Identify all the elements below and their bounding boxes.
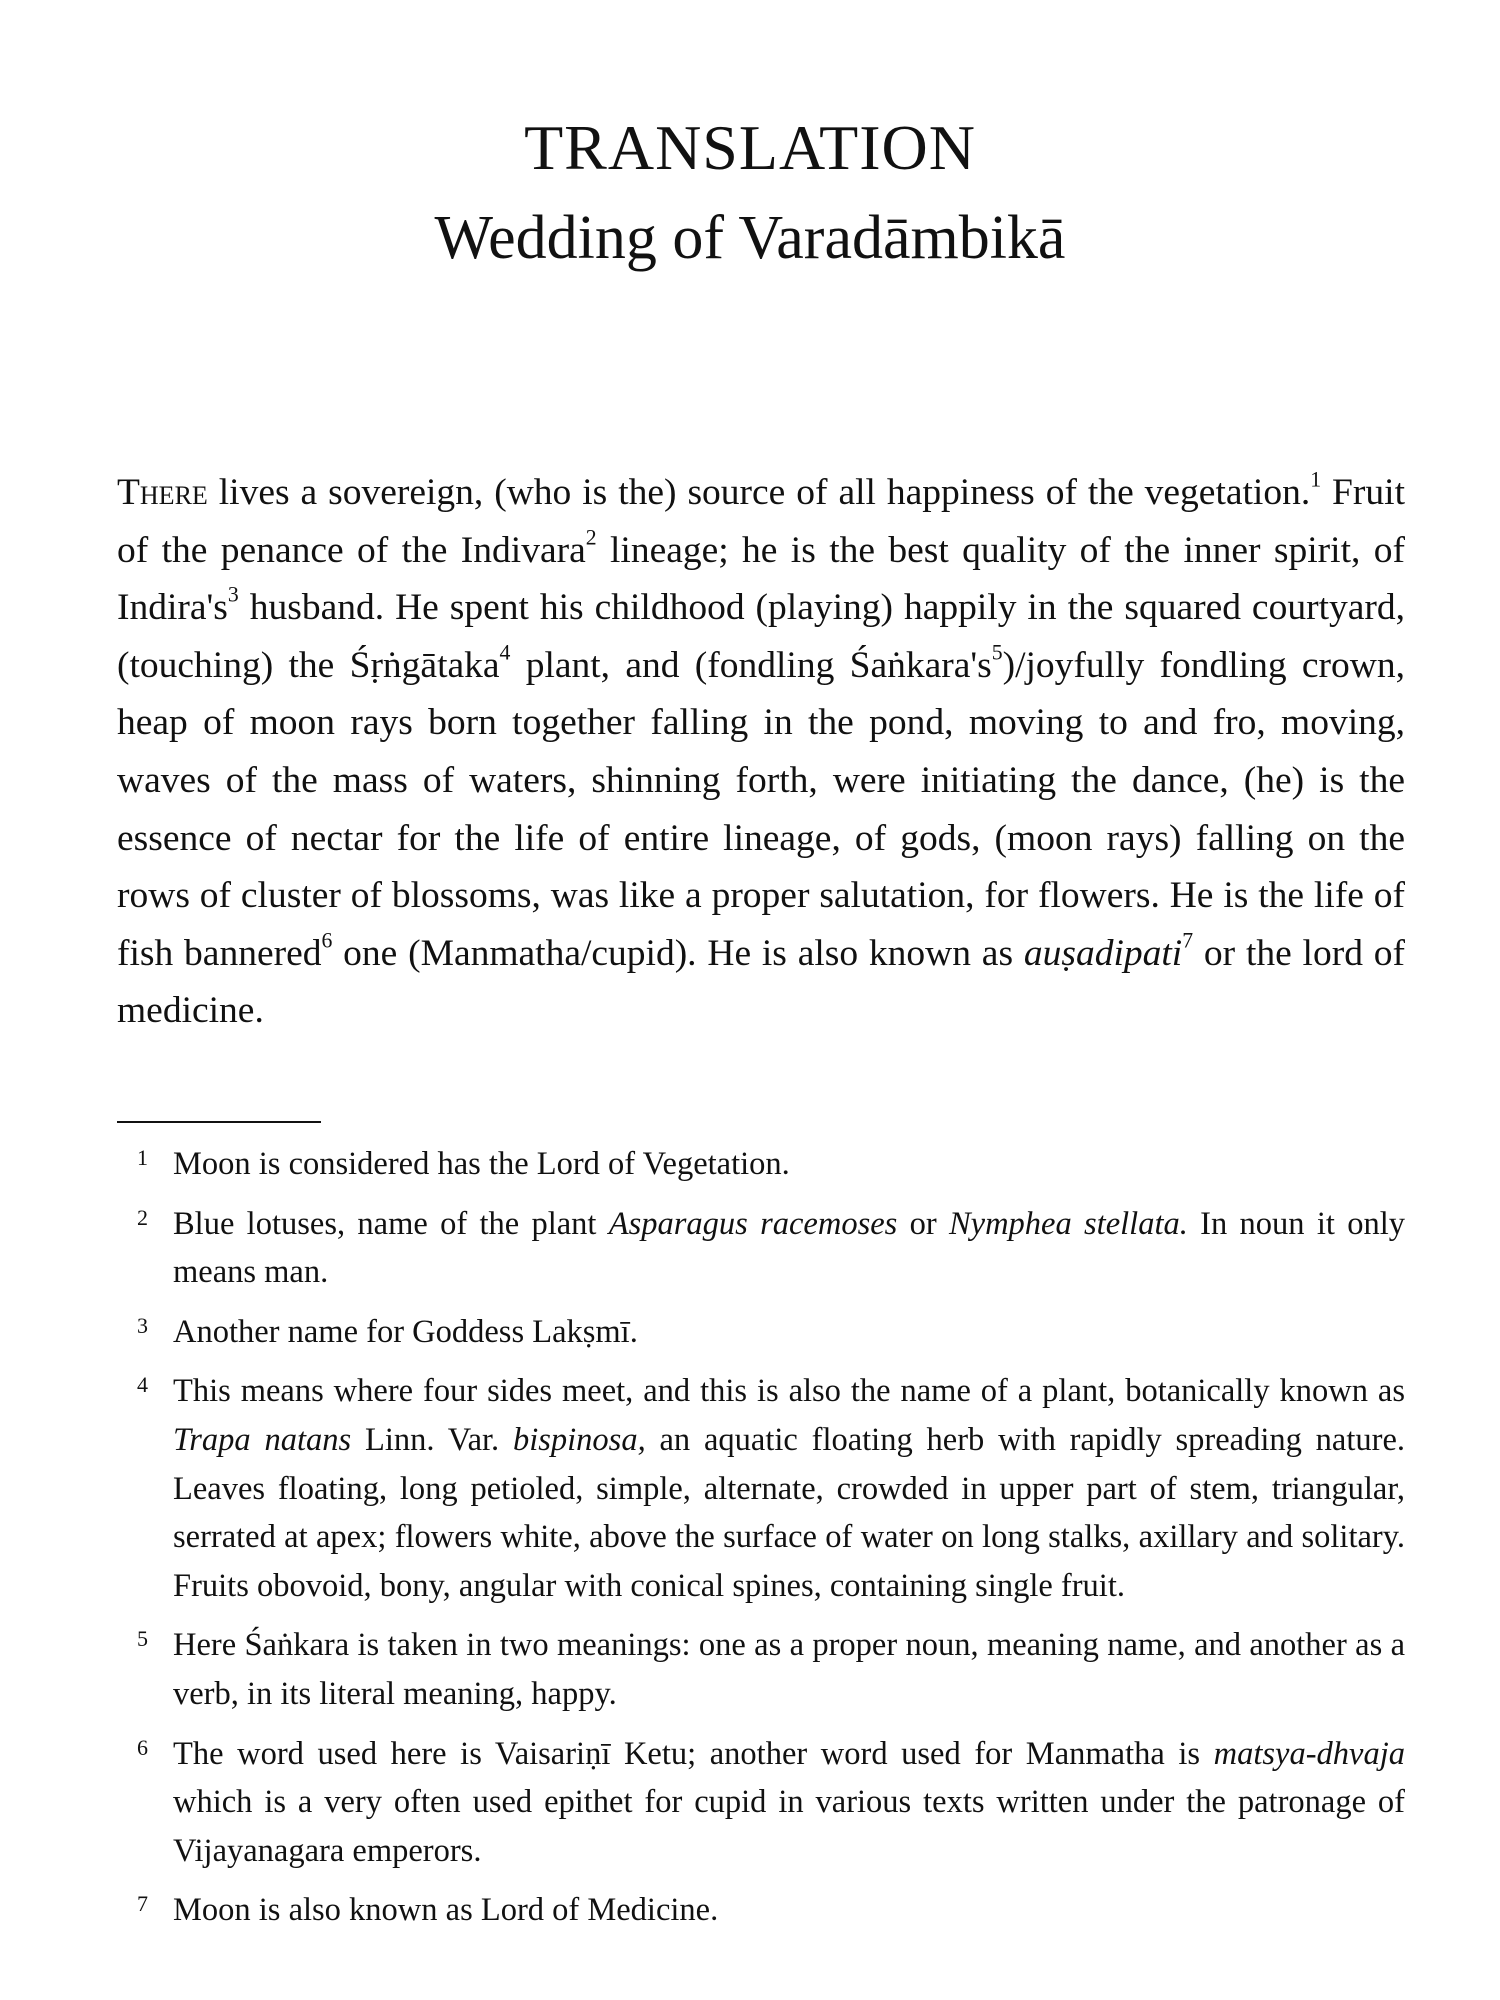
text-segment: one (Manmatha/cupid). He is also known as — [332, 932, 1024, 974]
chapter-header — [0, 108, 1500, 278]
footnote-number: 7 — [137, 1891, 148, 1917]
footnote-ref-2[interactable]: 2 — [585, 525, 597, 550]
italic-term: Trapa natans — [173, 1421, 352, 1458]
footnote-text: an aquatic floating herb with rapidly spreading nature. Leaves floating, long petioled, simple, alternate, crowded in upper part of stem, triangular, serrated at apex; flowers white, above the surface of water on long stalks, axillary and solitary. Fruits obovoid, bony, angular with conical spines, containing single fruit. — [173, 1421, 1406, 1604]
footnote-divider — [117, 1121, 321, 1123]
footnote-3 — [117, 1308, 1405, 1357]
footnotes-section — [117, 1140, 1405, 1946]
footnote-text: The word used here is Vaisariṇī Ketu; another word used for Manmatha is — [173, 1735, 1214, 1772]
italic-term: Asparagus racemoses — [608, 1205, 898, 1242]
footnote-text: which is a very often used epithet for cupid in various texts written under the patronage of Vijayanagara emperors. — [173, 1784, 1405, 1869]
footnote-4 — [117, 1367, 1405, 1610]
footnote-number: 2 — [137, 1204, 148, 1230]
text-segment: or the lord of medicine. — [117, 932, 1406, 1032]
footnote-number: 6 — [137, 1734, 148, 1760]
footnote-number: 4 — [137, 1372, 148, 1398]
footnote-ref-1[interactable]: 1 — [1310, 467, 1322, 492]
footnote-2 — [117, 1200, 1405, 1297]
footnote-ref-6[interactable]: 6 — [321, 928, 333, 953]
text-segment: )/joyfully fondling crown, heap of moon rays born together falling in the pond, moving to and fro, moving, waves of the mass of waters, shinning forth, were initiating the dance, (he) is the essence of nectar for the life of entire lineage, of gods, (moon rays) falling on the rows of cluster of blossoms, was like a proper salutation, for flowers. He is the life of fish bannered — [117, 644, 1405, 974]
footnote-text: Blue lotuses, name of the plant — [173, 1205, 609, 1242]
footnote-number: 5 — [137, 1626, 148, 1652]
footnote-text: or — [897, 1205, 949, 1242]
lead-word: There — [117, 472, 208, 513]
footnote-ref-7[interactable]: 7 — [1182, 928, 1194, 953]
footnote-text: This means where four sides meet, and this is also the name of a plant, botanically known as — [173, 1373, 1405, 1410]
text-segment: lives a sovereign, (who is the) source of all happiness of the vegetation. — [207, 472, 1311, 513]
text-segment: husband. He spent his childhood (playing) happily in the squared courtyard, (touching) the Śṛṅgātaka — [117, 587, 1405, 686]
chapter-title: TRANSLATION — [524, 112, 976, 183]
footnote-number: 1 — [137, 1145, 148, 1170]
text-segment: lineage; he is the best quality of the inner spirit, of Indira's — [117, 529, 1405, 629]
footnote-text: In noun it only means man. — [173, 1205, 1405, 1291]
footnote-1 — [117, 1140, 1405, 1189]
footnote-6 — [117, 1730, 1405, 1876]
text-segment: Fruit of the penance of the Indivara — [117, 472, 1405, 571]
italic-term: matsya-dhvaja — [1213, 1735, 1405, 1772]
italic-term: Nymphea stellata. — [948, 1205, 1188, 1242]
footnote-7 — [117, 1886, 1405, 1935]
footnote-number: 3 — [137, 1312, 148, 1338]
footnote-text: Here Śaṅkara is taken in two meanings: one as a proper noun, meaning name, and another as a verb, in its literal meaning, happy. — [173, 1627, 1405, 1712]
main-paragraph — [117, 464, 1405, 1040]
italic-term: auṣadipati — [1023, 932, 1183, 974]
footnote-ref-4[interactable]: 4 — [499, 640, 511, 665]
footnote-ref-3[interactable]: 3 — [227, 582, 239, 607]
footnote-text: Another name for Goddess Lakṣmī. — [173, 1313, 638, 1350]
footnote-text: Moon is considered has the Lord of Vegetation. — [173, 1146, 790, 1182]
footnote-text: Linn. Var. — [351, 1421, 513, 1458]
footnote-5 — [117, 1621, 1405, 1718]
italic-term: bispinosa, — [512, 1421, 646, 1458]
chapter-subtitle: Wedding of Varadāmbikā — [434, 204, 1066, 272]
text-segment: plant, and (fondling Śaṅkara's — [510, 644, 992, 686]
footnote-text: Moon is also known as Lord of Medicine. — [173, 1892, 719, 1929]
footnote-ref-5[interactable]: 5 — [991, 640, 1003, 665]
